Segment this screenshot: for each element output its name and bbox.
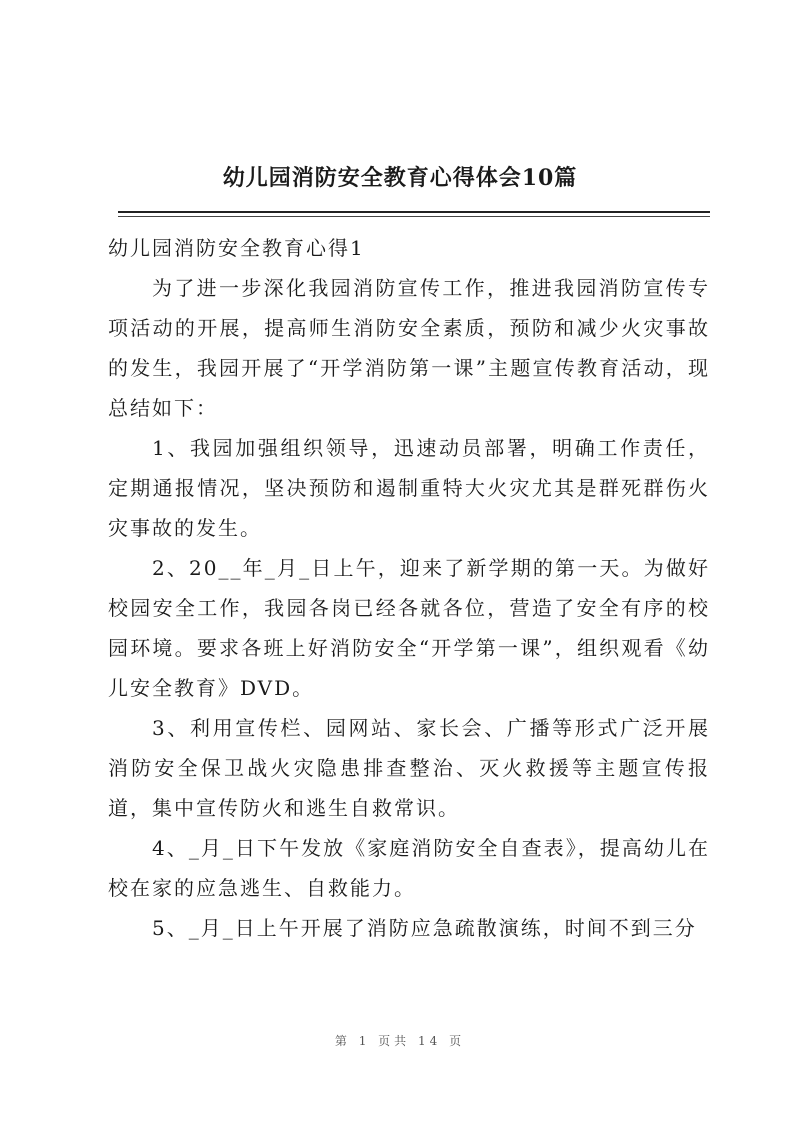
document-body	[108, 228, 710, 948]
title-divider	[118, 211, 710, 213]
paragraph-item-4: 4、_月_日下午发放《家庭消防安全自查表》，提高幼儿在校在家的应急逃生、自救能力。	[108, 836, 710, 900]
page-footer: 第 1 页共 14 页	[334, 1034, 466, 1048]
paragraph-item-2: 2、20__年_月_日上午，迎来了新学期的第一天。为做好校园安全工作，我园各岗已经各就各位，营造了安全有序的校园环境。要求各班上好消防安全“开学第一课”，组织观看《幼儿安全教育》DVD。	[108, 556, 710, 700]
title-divider-thin	[118, 216, 710, 217]
paragraph-item-1: 1、我园加强组织领导，迅速动员部署，明确工作责任，定期通报情况，坚决预防和遏制重特大火灾尤其是群死群伤火灾事故的发生。	[108, 436, 710, 540]
paragraph-item-5: 5、_月_日上午开展了消防应急疏散演练，时间不到三分	[152, 916, 697, 940]
paragraph-item-3: 3、利用宣传栏、园网站、家长会、广播等形式广泛开展消防安全保卫战火灾隐患排查整治、灭火救援等主题宣传报道，集中宣传防火和逃生自救常识。	[108, 716, 710, 820]
paragraph-intro: 为了进一步深化我园消防宣传工作，推进我园消防宣传专项活动的开展，提高师生消防安全素质，预防和减少火灾事故的发生，我园开展了“开学消防第一课”主题宣传教育活动，现总结如下：	[108, 276, 710, 420]
document-title: 幼儿园消防安全教育心得体会10篇	[222, 165, 578, 191]
section-heading: 幼儿园消防安全教育心得1	[108, 236, 365, 260]
